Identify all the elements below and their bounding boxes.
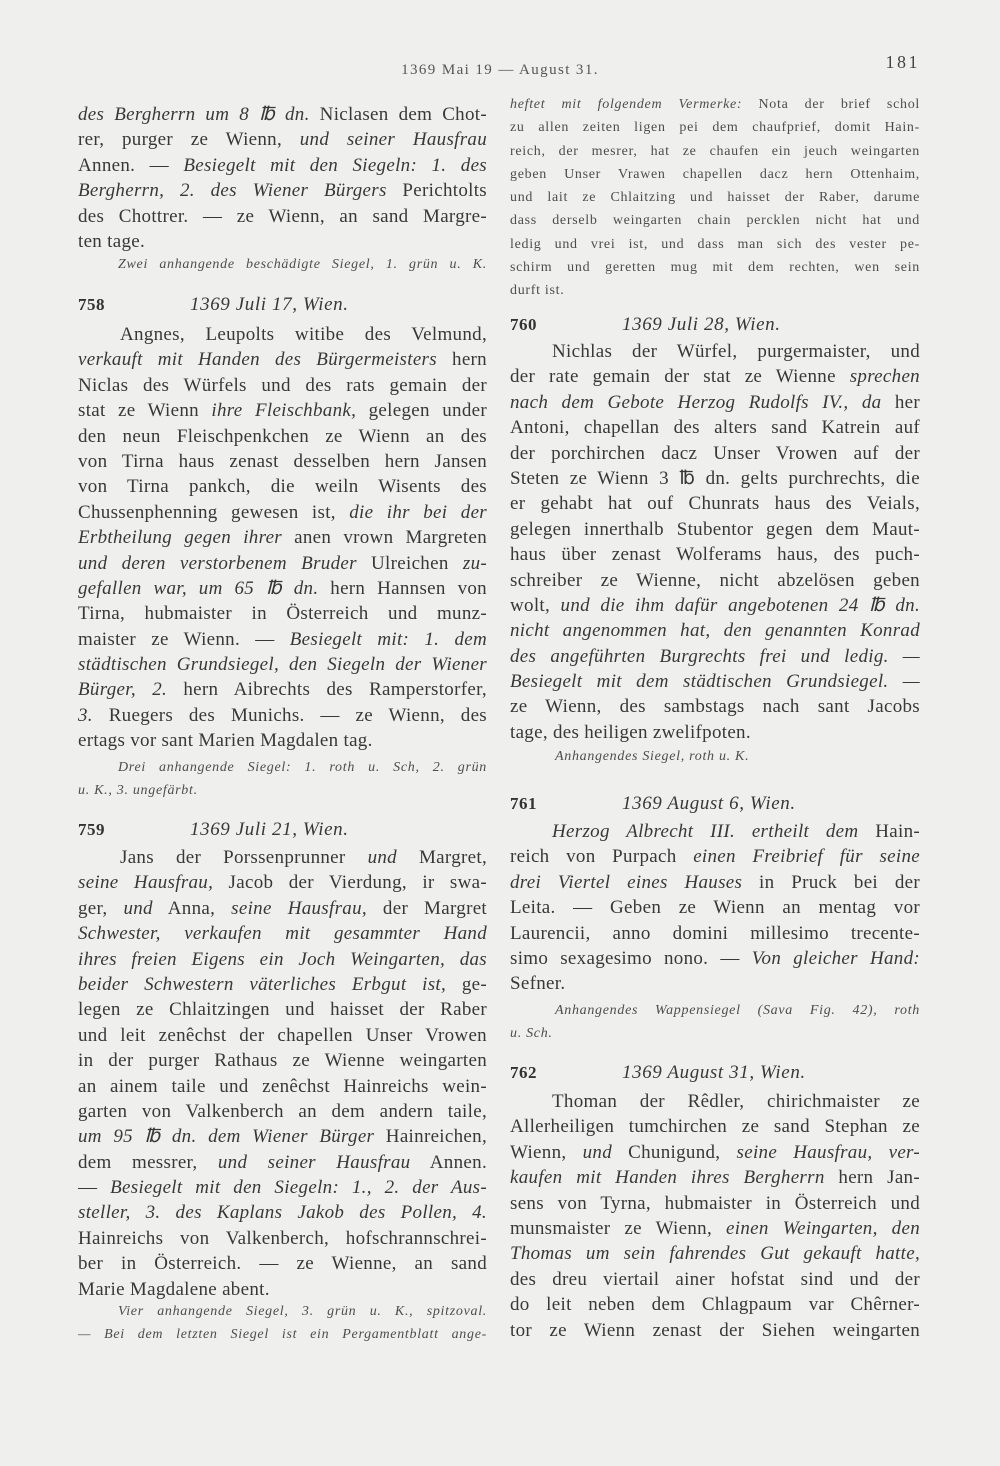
note-line	[510, 1000, 920, 1023]
roman-text: Margret,	[396, 847, 487, 868]
roman-text: der Margret	[366, 897, 487, 919]
note-line	[510, 279, 920, 302]
roman-text: tage, des heiligen zwelifpoten.	[510, 721, 751, 743]
text-line	[78, 551, 487, 576]
right-column	[510, 0, 920, 1466]
roman-text: ertags vor sant Marien Magdalen tag.	[78, 730, 373, 752]
italic-text: die ihr bei der	[349, 501, 487, 523]
entry-body	[510, 339, 920, 745]
entry-body	[78, 845, 487, 1302]
roman-text: des Chottrer. — ze Wienn, an sand Margre-	[78, 205, 487, 227]
text-line	[510, 339, 920, 364]
text-line	[78, 601, 487, 626]
italic-text: des angeführten Burgrechts frei und ledig. —	[510, 645, 920, 667]
note-line	[78, 1324, 487, 1347]
roman-text: Chunigund,	[612, 1141, 737, 1163]
italic-text: seine Hausfrau,	[78, 872, 214, 894]
roman-text: wolt,	[510, 594, 561, 616]
italic-text: heftet mit folgendem Vermerke:	[510, 97, 743, 112]
italic-text: Besiegelt mit den Siegeln: 1. des	[183, 154, 487, 176]
roman-text: Leita. — Geben ze Wienn an mentag vor	[510, 897, 920, 919]
roman-text: Niclas des Würfels und des rats gemain der	[78, 374, 487, 396]
text-line	[510, 971, 920, 996]
italic-text: beider Schwestern väterliches Erbgut ist,	[78, 973, 447, 995]
text-line	[510, 1191, 920, 1216]
roman-text: simo sexagesimo nono. —	[510, 947, 752, 969]
text-line	[78, 322, 487, 347]
text-line	[510, 870, 920, 895]
text-line	[78, 1200, 487, 1225]
text-line	[78, 474, 487, 499]
text-line	[510, 694, 920, 719]
roman-text: Annen. —	[78, 154, 184, 176]
text-line	[510, 720, 920, 745]
text-line	[78, 1124, 487, 1149]
roman-text: Annen.	[410, 1151, 487, 1173]
text-line	[78, 1023, 487, 1048]
seal-note	[510, 1000, 920, 1045]
seal-note	[78, 254, 487, 277]
italic-text: Besiegelt mit: 1. dem	[289, 628, 487, 650]
text-line	[510, 644, 920, 669]
text-line	[510, 1165, 920, 1190]
italic-text: seine Hausfrau, ver-	[736, 1141, 920, 1163]
entry-number: 758	[78, 295, 105, 314]
roman-text: den neun Fleischpenkchen ze Wienn an des	[78, 425, 487, 447]
text-line	[78, 1175, 487, 1200]
text-line	[78, 1226, 487, 1251]
text-line	[78, 1251, 487, 1276]
roman-text: Chussenphenning gewesen ist,	[78, 501, 350, 523]
italic-text: kaufen mit Handen ihres Bergherrn	[510, 1167, 825, 1189]
note-line	[510, 209, 920, 232]
roman-text: gelegen innerthalb Stubentor gegen dem Maut-	[510, 518, 920, 540]
note-line	[78, 780, 487, 803]
italic-text: Besiegelt mit dem städtischen Grundsiegel. —	[510, 671, 920, 693]
italic-text: — Bei dem letzten Siegel ist ein Pergamentblatt ange-	[78, 1326, 487, 1342]
text-line	[510, 1318, 920, 1343]
roman-text: er gehabt hat ouf Chunrats haus des Veials,	[510, 493, 920, 515]
roman-text: her	[881, 391, 920, 413]
italic-text: Drei anhangende Siegel: 1. roth u. Sch, 2. grün	[118, 760, 487, 775]
roman-text: hern Aibrechts des Ramperstorfer,	[167, 679, 487, 701]
text-line	[78, 424, 487, 449]
roman-text: Jans der Porssenprunner	[120, 847, 368, 868]
text-line	[510, 542, 920, 567]
entry-body	[510, 1089, 920, 1343]
text-line	[510, 466, 920, 491]
italic-text: drei Viertel eines Hauses	[510, 871, 743, 893]
roman-text: ge-	[446, 973, 487, 995]
text-line	[510, 491, 920, 516]
italic-text: und	[367, 847, 397, 868]
text-line	[78, 972, 487, 997]
text-line	[510, 618, 920, 643]
text-line	[78, 997, 487, 1022]
italic-text: und	[582, 1141, 612, 1163]
left-column	[78, 0, 487, 1466]
italic-text: Anhangendes Siegel, roth u. K.	[555, 749, 750, 764]
text-line	[78, 652, 487, 677]
entry-number: 760	[510, 315, 537, 334]
italic-text: Besiegelt mit den Siegeln: 1., 2. der Aus-	[110, 1177, 487, 1199]
roman-text: hern	[436, 349, 487, 371]
italic-text: ihre Fleischbank,	[211, 400, 357, 422]
note-line	[510, 256, 920, 279]
entry-date: 1369 Juli 21, Wien.	[190, 819, 349, 840]
text-line	[510, 1114, 920, 1139]
roman-text: haus über zenast Wolferams haus, des puch-	[510, 544, 920, 566]
seal-note	[510, 93, 920, 302]
roman-text: Anna,	[152, 897, 232, 919]
note-line	[510, 233, 920, 256]
roman-text: Ulreichen	[356, 552, 463, 574]
roman-text: in der purger Rathaus ze Wienne weingarten	[78, 1050, 487, 1072]
text-line	[78, 1048, 487, 1073]
text-line	[78, 500, 487, 525]
text-line	[510, 415, 920, 440]
entry-heading	[510, 789, 920, 819]
italic-text: sprechen	[849, 366, 920, 388]
text-line	[78, 1074, 487, 1099]
text-line	[78, 347, 487, 372]
roman-text: und leit zenêchst der chapellen Unser Vrowen	[78, 1024, 487, 1046]
italic-text: Zwei anhangende beschädigte Siegel, 1. grün u. K.	[118, 257, 487, 272]
italic-text: Thomas um sein fahrendes Gut gekauft hatte,	[510, 1243, 920, 1265]
italic-text: u. Sch.	[510, 1025, 553, 1041]
italic-text: nach dem Gebote Herzog Rudolfs IV., da	[510, 391, 882, 413]
italic-text: seine Hausfrau,	[231, 897, 367, 919]
note-line	[510, 93, 920, 116]
italic-text: zu-	[462, 552, 487, 574]
text-line	[78, 1150, 487, 1175]
roman-text: legen ze Chlaitzingen und haisset der Raber	[78, 999, 487, 1021]
roman-text: ten tage.	[78, 230, 146, 252]
seal-note	[78, 1301, 487, 1346]
italic-text: städtischen Grundsiegel, den Siegeln der Wiener	[78, 654, 487, 676]
italic-text: einen Freibrief für seine	[693, 846, 920, 868]
text-line	[510, 441, 920, 466]
roman-text: an ainem taile und zenêchst Hainreichs wein-	[78, 1075, 487, 1097]
roman-text: Tirna, hubmaister in Österreich und munz-	[78, 603, 487, 625]
roman-text: Laurencii, anno domini millesimo trecente-	[510, 922, 920, 944]
roman-text: Nichlas der Würfel, purgermaister, und	[552, 341, 920, 362]
note-line	[78, 757, 487, 780]
italic-text: Von gleicher Hand:	[751, 947, 920, 969]
text-line	[78, 896, 487, 921]
roman-text: maister ze Wienn. —	[78, 628, 290, 650]
roman-text: —	[78, 1177, 111, 1199]
entry-heading	[510, 310, 920, 340]
roman-text: der rate gemain der stat ze Wienne	[510, 366, 850, 388]
roman-text: garten von Valkenberch an dem andern taile,	[78, 1100, 487, 1122]
text-line	[510, 1216, 920, 1241]
roman-text: stat ze Wienn	[78, 400, 212, 422]
text-line	[78, 127, 487, 152]
roman-text: Antoni, chapellan des alters sand Katrein auf	[510, 417, 920, 439]
note-line	[510, 163, 920, 186]
text-line	[78, 845, 487, 870]
text-line	[78, 677, 487, 702]
roman-text: anen vrown Margreten	[282, 527, 487, 549]
roman-text: Jacob der Vierdung, ir swa-	[213, 872, 487, 894]
italic-text: Erbtheilung gegen ihrer	[78, 527, 282, 549]
text-line	[78, 229, 487, 254]
roman-text: sens von Tyrna, hubmaister in Österreich und	[510, 1192, 920, 1214]
roman-text: Hainreichen,	[374, 1126, 487, 1148]
entry-body	[78, 322, 487, 754]
note-line	[510, 140, 920, 163]
roman-text: ber in Österreich. — ze Wienne, an sand	[78, 1253, 487, 1275]
italic-text: steller, 3. des Kaplans Jakob des Pollen, 4.	[78, 1202, 487, 1224]
roman-text: Thoman der Rêdler, chirichmaister ze	[552, 1091, 920, 1112]
entry-number: 759	[78, 820, 105, 839]
roman-text: ger,	[78, 897, 124, 919]
text-line	[78, 947, 487, 972]
text-line	[510, 844, 920, 869]
roman-text: reich von Purpach	[510, 846, 694, 868]
text-line	[510, 517, 920, 542]
entry-number: 761	[510, 794, 537, 813]
entry-body	[78, 102, 487, 254]
text-line	[78, 153, 487, 178]
note-line	[510, 186, 920, 209]
roman-text: und lait ze Chlaitzing und haisset der Raber, darume	[510, 190, 920, 205]
roman-text: Steten ze Wienn 3 ℔ dn. gelts purchrechts, die	[510, 467, 920, 489]
roman-text: reich, der mesrer, hat ze chaufen ein jeuch weingarten	[510, 143, 920, 159]
text-line	[78, 627, 487, 652]
roman-text: der porchirchen dacz Unser Vrowen auf der	[510, 442, 920, 464]
italic-text: Anhangendes Wappensiegel (Sava Fig. 42), roth	[555, 1003, 920, 1018]
entry-date: 1369 August 31, Wien.	[622, 1062, 806, 1083]
roman-text: Ruegers des Munichs. — ze Wienn, des	[92, 704, 487, 726]
text-line	[78, 870, 487, 895]
text-line	[510, 1140, 920, 1165]
roman-text: do leit neben dem Chlagpaum var Chêrner-	[510, 1294, 920, 1316]
text-line	[510, 669, 920, 694]
italic-text: des Bergherrn um 8 ℔ dn.	[78, 104, 310, 125]
entry-date: 1369 Juli 17, Wien.	[190, 294, 349, 315]
note-line	[510, 1023, 920, 1046]
text-line	[78, 398, 487, 423]
roman-text: Sefner.	[510, 973, 566, 995]
roman-text: hern Hannsen von	[318, 577, 487, 599]
roman-text: schirm und geretten mug mit dem rechten, wen sein	[510, 259, 920, 275]
roman-text: dass derselb weingarten chain percklen nicht hat und	[510, 213, 920, 229]
roman-text: schreiber ze Wienne, nicht abzelösen geben	[510, 569, 920, 591]
italic-text: gefallen war, um 65 ℔ dn.	[78, 577, 319, 599]
entry-number: 762	[510, 1063, 537, 1082]
text-line	[510, 390, 920, 415]
text-line	[510, 593, 920, 618]
roman-text: in Pruck bei der	[742, 871, 920, 893]
italic-text: Vier anhangende Siegel, 3. grün u. K., spitzoval.	[118, 1304, 487, 1319]
note-line	[78, 254, 487, 277]
roman-text: von Tirna haus zenast desselben hern Jansen	[78, 450, 487, 472]
roman-text: Nota der brief schol	[742, 97, 920, 112]
roman-text: von Tirna pankch, die weiln Wisents des	[78, 476, 487, 498]
text-line	[510, 1089, 920, 1114]
text-line	[510, 1241, 920, 1266]
roman-text: ledig und vrei ist, und dass man sich des vester pe-	[510, 236, 920, 252]
text-line	[510, 364, 920, 389]
roman-text: Angnes, Leupolts witibe des Velmund,	[120, 324, 487, 345]
text-line	[78, 525, 487, 550]
roman-text: tor ze Wienn zenast der Siehen weingarten	[510, 1319, 920, 1341]
italic-text: ihres freien Eigens ein Joch Weingarten, das	[78, 948, 487, 970]
roman-text: Allerheiligen tumchirchen ze sand Stephan ze	[510, 1116, 920, 1138]
roman-text: Wienn,	[510, 1141, 583, 1163]
entry-body	[510, 819, 920, 997]
text-line	[510, 895, 920, 920]
italic-text: Bergherrn, 2. des Wiener Bürgers	[78, 180, 387, 202]
entry-date: 1369 August 6, Wien.	[622, 793, 796, 814]
italic-text: um 95 ℔ dn. dem Wiener Bürger	[78, 1126, 375, 1148]
italic-text: Schwester, verkaufen mit gesammter Hand	[78, 923, 487, 945]
italic-text: verkauft mit Handen des Bürgermeisters	[78, 349, 437, 371]
roman-text: rer, purger ze Wienn,	[78, 129, 300, 151]
roman-text: zu allen zeiten ligen pei dem chaufprief, domit Hain-	[510, 120, 920, 136]
text-line	[78, 728, 487, 753]
italic-text: 3.	[78, 704, 93, 726]
italic-text: und seiner Hausfrau	[299, 129, 487, 151]
page-number: 181	[885, 52, 920, 72]
italic-text: Bürger, 2.	[78, 679, 168, 701]
italic-text: u. K., 3. ungefärbt.	[78, 782, 198, 798]
note-line	[78, 1301, 487, 1324]
text-line	[510, 1267, 920, 1292]
text-line	[510, 921, 920, 946]
entry-heading	[78, 290, 487, 320]
text-line	[78, 1277, 487, 1302]
seal-note	[510, 746, 920, 769]
entry-date: 1369 Juli 28, Wien.	[622, 314, 781, 335]
italic-text: und	[123, 897, 153, 919]
text-line	[78, 102, 487, 127]
italic-text: nicht angenommen hat, den genannten Konrad	[510, 620, 920, 642]
seal-note	[78, 757, 487, 802]
roman-text: Marie Magdalene abent.	[78, 1278, 270, 1300]
text-line	[510, 819, 920, 844]
text-line	[78, 703, 487, 728]
roman-text: gelegen under	[356, 400, 487, 422]
italic-text: und seiner Hausfrau	[217, 1151, 411, 1173]
running-title: 1369 Mai 19 — August 31.	[401, 62, 599, 78]
roman-text: hern Jan-	[824, 1167, 920, 1189]
roman-text: dem messrer,	[78, 1151, 218, 1173]
text-line	[78, 576, 487, 601]
roman-text: munsmaister ze Wienn,	[510, 1217, 727, 1239]
text-line	[510, 568, 920, 593]
text-line	[78, 178, 487, 203]
text-line	[510, 946, 920, 971]
italic-text: und die ihm dafür angebotenen 24 ℔ dn.	[560, 594, 920, 616]
note-line	[510, 116, 920, 139]
entry-heading	[78, 815, 487, 845]
text-line	[78, 449, 487, 474]
roman-text: ze Wienn, des sambstags nach sant Jacobs	[510, 696, 920, 718]
entry-heading	[510, 1058, 920, 1088]
roman-text: Hain-	[858, 821, 920, 842]
roman-text: durft ist.	[510, 283, 565, 298]
roman-text: Niclasen dem Chot-	[309, 104, 487, 125]
italic-text: und deren verstorbenem Bruder	[78, 552, 357, 574]
roman-text: Perichtolts	[386, 180, 487, 202]
italic-text: Herzog Albrecht III. ertheilt dem	[552, 821, 859, 842]
roman-text: Hainreichs von Valkenberch, hofschrannschrei-	[78, 1227, 487, 1249]
italic-text: einen Weingarten, den	[726, 1217, 920, 1239]
roman-text: geben Unser Vrawen chapellen dacz hern Ottenhaim,	[510, 166, 920, 182]
roman-text: des dreu viertail ainer hofstat sind und der	[510, 1268, 920, 1290]
text-line	[78, 373, 487, 398]
text-line	[510, 1292, 920, 1317]
note-line	[510, 746, 920, 769]
text-line	[78, 921, 487, 946]
text-line	[78, 1099, 487, 1124]
text-line	[78, 204, 487, 229]
